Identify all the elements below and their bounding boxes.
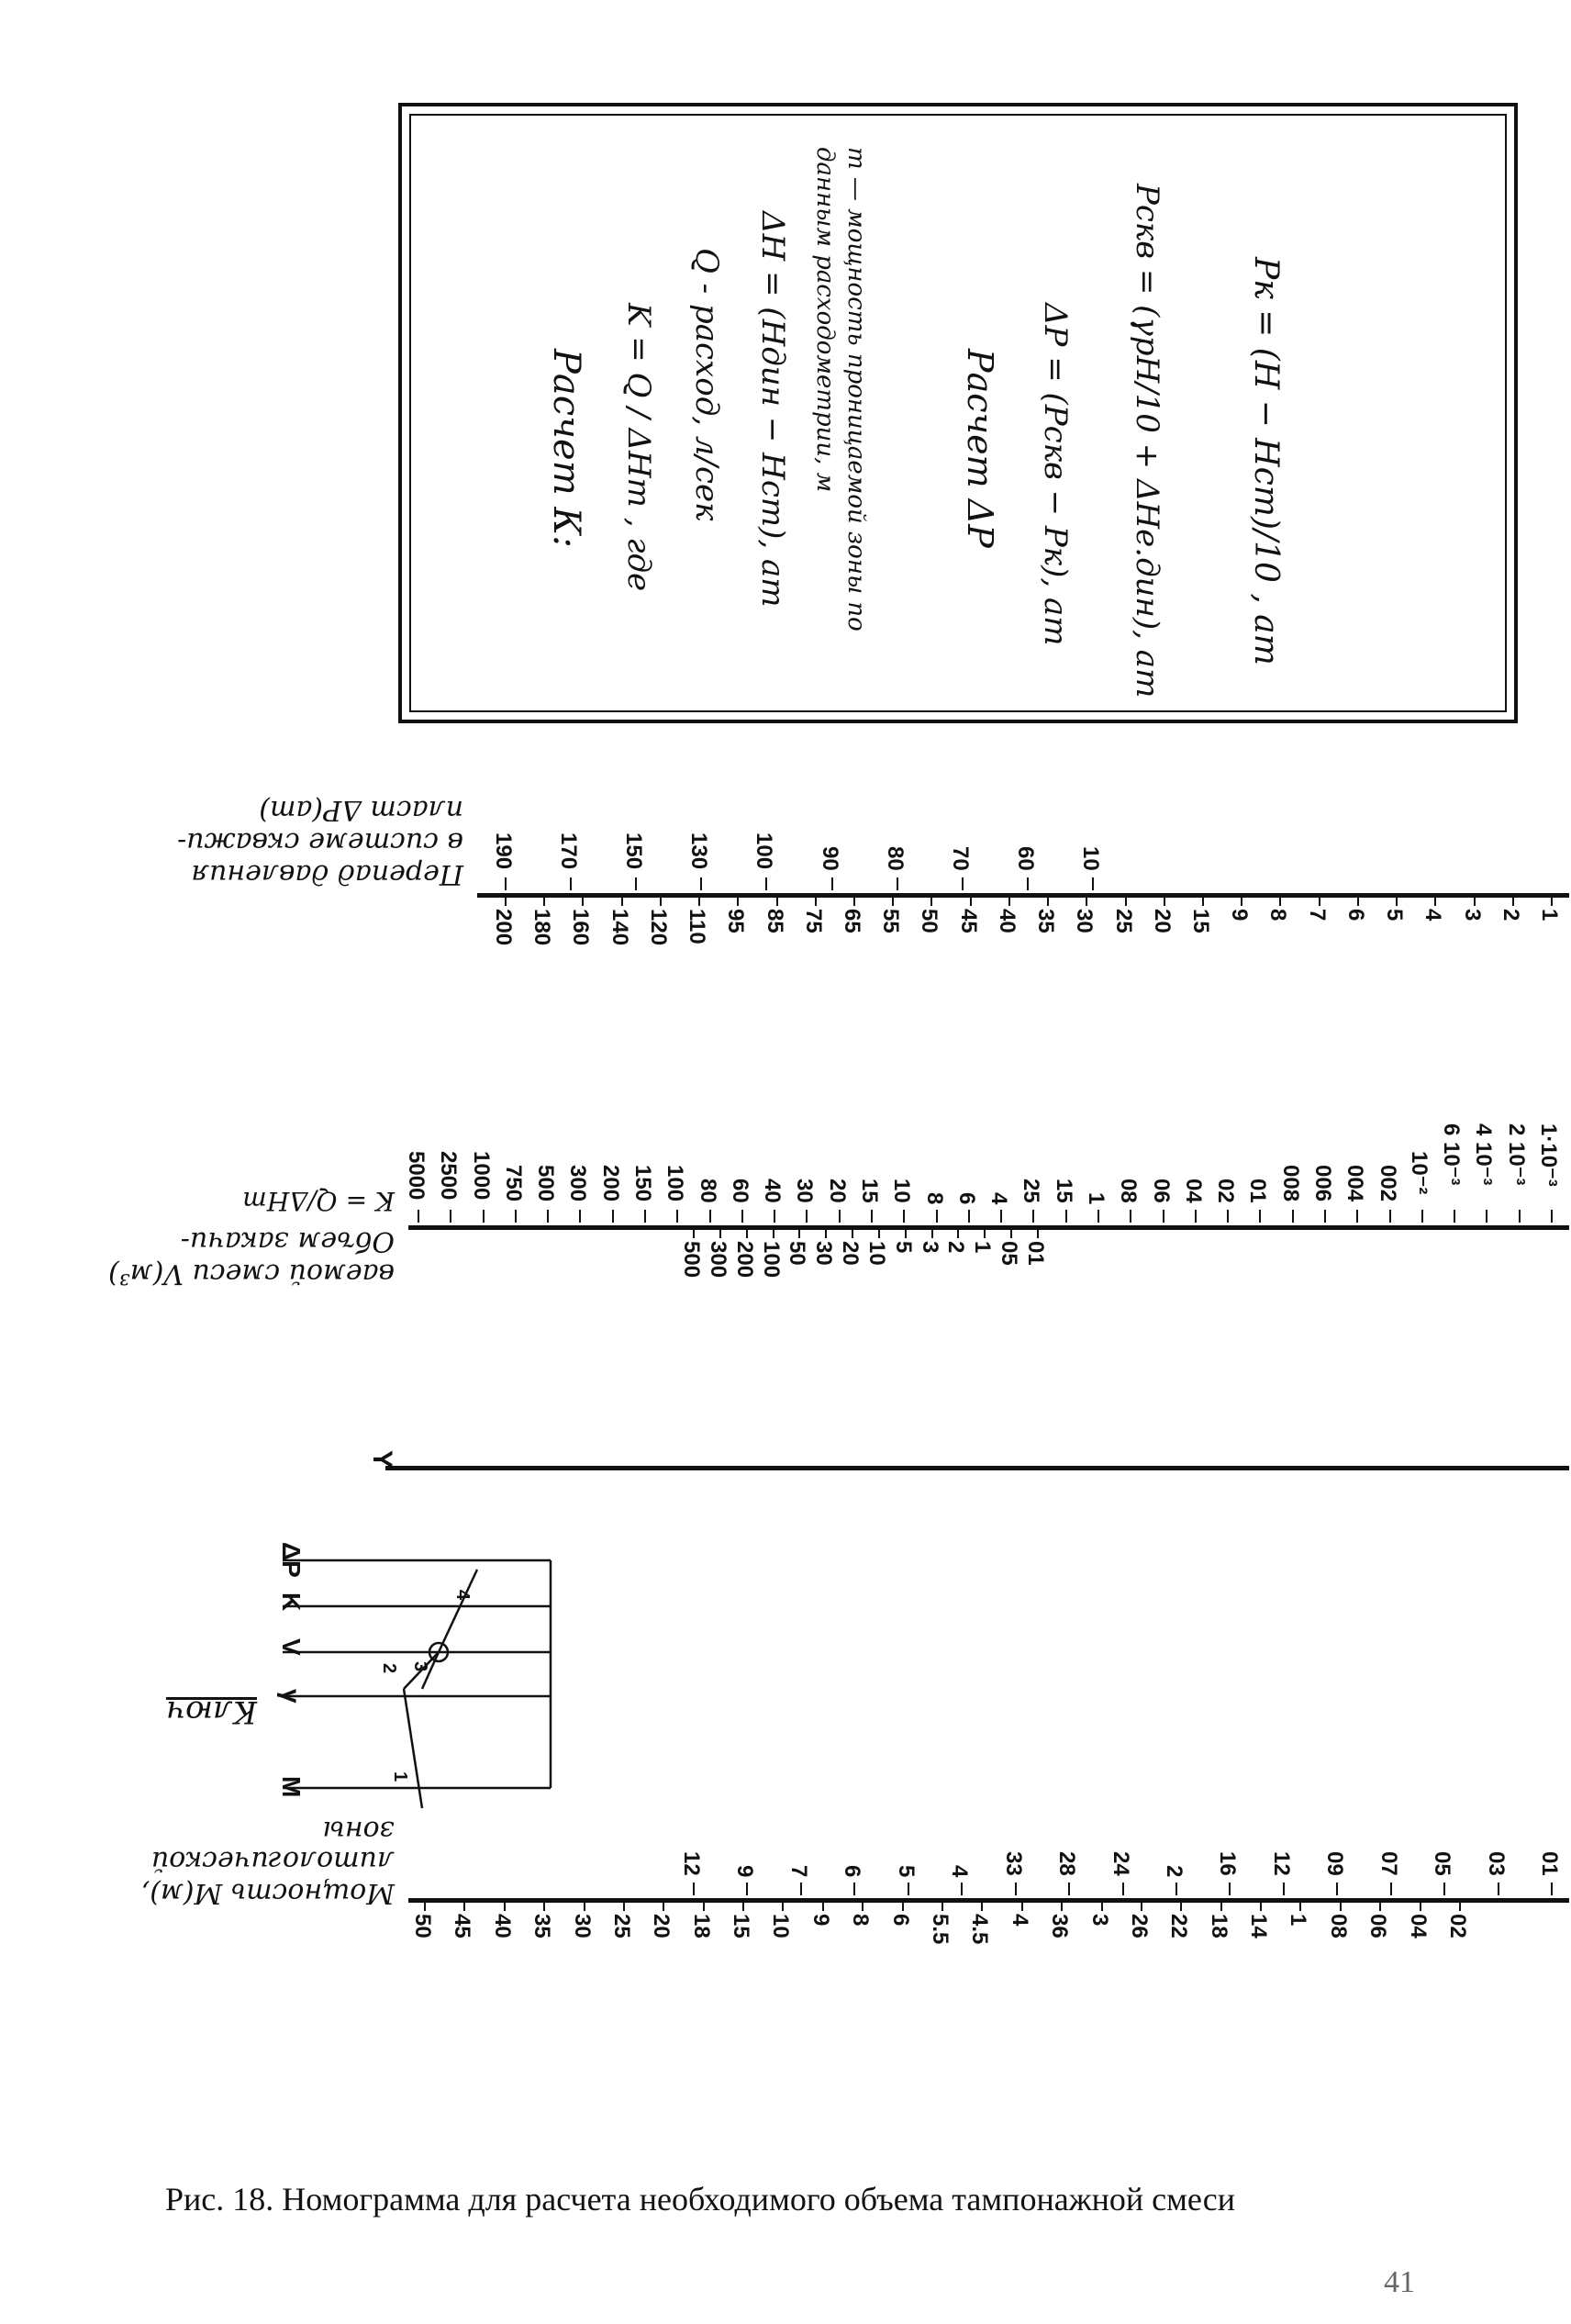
- dp-tick-label: 60: [1012, 846, 1038, 871]
- m-tick: [981, 1898, 983, 1911]
- dp-tick-label: 65: [840, 909, 864, 933]
- svg-text:3: 3: [410, 1661, 430, 1672]
- dp-tick-label: 160: [568, 909, 594, 946]
- key-diagram: [275, 1551, 569, 1827]
- figure-caption: Рис. 18. Номограмма для расчета необходимого объема тампонажной смеси: [165, 2181, 1235, 2218]
- kv-tick: [871, 1210, 873, 1223]
- dp-tick: [1086, 893, 1087, 906]
- kv-tick: [612, 1210, 614, 1223]
- m-tick: [902, 1898, 904, 1911]
- dp-tick: [1047, 893, 1049, 906]
- m-tick: [1299, 1898, 1301, 1911]
- kv-tick: [1259, 1210, 1261, 1223]
- dp-tick-label: 55: [878, 909, 904, 933]
- m-tick: [1141, 1898, 1142, 1911]
- dp-tick-label: 10: [1078, 846, 1103, 871]
- m-tick-label: 16: [1215, 1851, 1241, 1876]
- kv-tick-label: 01: [1023, 1241, 1048, 1266]
- dp-tick-label: 7: [1304, 909, 1330, 922]
- formula-pk: Pк = (H − Hст)/10 , ат: [1247, 257, 1285, 665]
- dp-tick-label: 40: [994, 909, 1019, 933]
- kv-tick: [1454, 1210, 1455, 1223]
- kv-tick-label: 100: [663, 1165, 688, 1202]
- dp-tick: [543, 893, 545, 906]
- m-tick-label: 04: [1405, 1914, 1431, 1939]
- dp-tick-label: 100: [752, 832, 777, 870]
- dp-tick: [1027, 877, 1029, 890]
- kv-tick: [825, 1225, 827, 1238]
- formula-m: m — мощность проницаемой зоны по данным расходометрии, м: [811, 147, 870, 631]
- kv-tick: [741, 1210, 743, 1223]
- formula-q: Q - расход, л/сек: [688, 248, 725, 521]
- m-tick-label: 36: [1047, 1914, 1073, 1939]
- kv-tick-label: 6: [953, 1192, 979, 1205]
- kv-tick-label: 750: [500, 1165, 526, 1202]
- m-tick-label: 5: [893, 1865, 919, 1878]
- dp-tick-label: 190: [491, 832, 516, 870]
- m-tick: [623, 1898, 625, 1911]
- kv-tick: [1421, 1210, 1423, 1223]
- m-tick: [1122, 1883, 1124, 1895]
- kv-tick-label: 5000: [404, 1151, 429, 1201]
- m-tick: [742, 1898, 744, 1911]
- dp-tick: [1357, 893, 1359, 906]
- m-tick: [746, 1883, 748, 1895]
- m-tick-label: 35: [529, 1914, 555, 1939]
- m-tick-label: 3: [1086, 1914, 1112, 1927]
- m-tick-label: 1: [1286, 1914, 1311, 1927]
- dp-tick: [698, 893, 700, 906]
- kv-tick: [984, 1225, 986, 1238]
- kv-tick-label: 300: [705, 1241, 730, 1279]
- dp-tick: [1396, 893, 1398, 906]
- dp-tick-label: 180: [529, 909, 555, 946]
- kv-tick: [1097, 1210, 1099, 1223]
- m-tick: [703, 1898, 705, 1911]
- kv-tick: [774, 1210, 775, 1223]
- dp-tick: [700, 877, 702, 890]
- formula-dh: ΔH = (Hдин − Hст), ат: [754, 211, 791, 608]
- kv-tick-label: 10: [889, 1179, 915, 1203]
- m-tick: [1229, 1883, 1231, 1895]
- m-tick: [1551, 1883, 1553, 1895]
- m-tick-label: 03: [1483, 1851, 1509, 1876]
- dp-tick-label: 80: [882, 846, 908, 871]
- m-tick: [1175, 1883, 1177, 1895]
- dp-tick-label: 35: [1033, 909, 1059, 933]
- dp-tick-label: 8: [1265, 909, 1291, 922]
- dp-tick-label: 5: [1382, 909, 1408, 922]
- dp-title-line1: Перепад давления: [191, 858, 463, 890]
- m-tick-label: 50: [410, 1914, 435, 1939]
- dp-tick: [635, 877, 637, 890]
- kv-tick: [903, 1210, 905, 1223]
- kv-tick-label: 25: [1019, 1179, 1044, 1203]
- kv-tick: [1486, 1210, 1487, 1223]
- dp-tick-label: 110: [685, 909, 710, 944]
- dp-title-line3: пласт ΔP(ат): [259, 794, 463, 826]
- m-tick-label: 12: [1268, 1851, 1294, 1876]
- m-tick-label: 30: [569, 1914, 595, 1939]
- kv-tick: [878, 1225, 880, 1238]
- dp-tick: [1008, 893, 1010, 906]
- dp-tick: [582, 893, 584, 906]
- dp-title-line2: в системе скважи-: [177, 826, 463, 858]
- kv-tick: [1324, 1210, 1326, 1223]
- kv-tick: [693, 1225, 695, 1238]
- m-tick: [693, 1883, 695, 1895]
- dp-tick: [930, 893, 932, 906]
- m-tick-label: 07: [1376, 1851, 1401, 1876]
- dp-tick: [853, 893, 855, 906]
- kv-tick-label: 30: [811, 1241, 837, 1266]
- kv-tick-label: 200: [597, 1165, 623, 1202]
- kv-tick: [547, 1210, 549, 1223]
- dp-tick-label: 120: [645, 909, 671, 946]
- m-tick-label: 26: [1126, 1914, 1152, 1939]
- kv-tick-label: 20: [824, 1179, 850, 1203]
- kv-tick-label: 002: [1375, 1165, 1400, 1202]
- m-tick-label: 40: [489, 1914, 515, 1939]
- m-tick-label: 20: [649, 1914, 674, 1939]
- dp-tick: [1474, 893, 1476, 906]
- m-tick-label: 18: [1206, 1914, 1231, 1939]
- kv-tick-label: 2 10⁻³: [1503, 1123, 1529, 1186]
- m-tick: [584, 1898, 585, 1911]
- key-axis-dp: ΔP: [277, 1542, 306, 1578]
- kv-tick: [957, 1225, 959, 1238]
- dp-tick: [1279, 893, 1281, 906]
- kv-tick-label: 15: [1051, 1179, 1076, 1203]
- dp-tick-label: 95: [723, 909, 749, 933]
- m-tick-label: 22: [1166, 1914, 1192, 1939]
- m-tick-label: 4.5: [967, 1914, 993, 1945]
- formula-title-k: Расчет К:: [545, 349, 587, 548]
- m-tick-label: 06: [1365, 1914, 1391, 1939]
- kv-tick-label: 100: [758, 1241, 784, 1279]
- m-tick-label: 28: [1054, 1851, 1080, 1876]
- key-axis-m: M: [277, 1776, 306, 1798]
- dp-tick: [1125, 893, 1127, 906]
- dp-tick-label: 70: [947, 846, 973, 871]
- m-tick: [424, 1898, 426, 1911]
- kv-tick: [1000, 1210, 1002, 1223]
- key-axis-k: K: [277, 1592, 306, 1612]
- kv-tick-label: 02: [1213, 1179, 1239, 1203]
- m-tick: [782, 1898, 784, 1911]
- dp-tick: [765, 877, 767, 890]
- kv-tick: [1130, 1210, 1131, 1223]
- kv-tick-label: 4: [986, 1192, 1012, 1205]
- m-tick: [862, 1898, 863, 1911]
- kv-tick-label: 1: [970, 1241, 996, 1254]
- kv-tick-label: 500: [533, 1165, 559, 1202]
- dp-tick-label: 9: [1227, 909, 1253, 922]
- formula-k: K = Q / ΔHm , где: [620, 303, 657, 592]
- kv-tick: [1227, 1210, 1229, 1223]
- dp-tick: [1434, 893, 1436, 906]
- kv-tick: [968, 1210, 970, 1223]
- formula-dp: ΔP = (Pскв − Pк), ат: [1037, 303, 1074, 646]
- m-tick-label: 10: [768, 1914, 794, 1939]
- kv-tick-label: 2500: [436, 1151, 462, 1201]
- key-axis-v: V: [277, 1638, 306, 1656]
- kv-tick-label: 1000: [468, 1151, 494, 1201]
- kv-tick-label: 05: [997, 1241, 1022, 1266]
- dp-tick: [505, 893, 507, 906]
- m-tick-label: 12: [679, 1851, 704, 1876]
- kv-tick: [676, 1210, 678, 1223]
- m-tick: [941, 1898, 943, 1911]
- dp-tick: [1551, 893, 1553, 906]
- gamma-label: Y: [367, 1450, 397, 1469]
- m-title-line2: литологической: [150, 1845, 395, 1877]
- dp-tick: [897, 877, 898, 890]
- m-tick-label: 2: [1161, 1865, 1187, 1878]
- kv-tick: [709, 1210, 711, 1223]
- dp-tick: [1512, 893, 1514, 906]
- m-tick: [961, 1883, 963, 1895]
- kv-tick-label: 500: [679, 1241, 704, 1279]
- kv-tick-label: 50: [785, 1241, 810, 1266]
- kv-tick-label: 06: [1148, 1179, 1174, 1203]
- dp-tick-label: 2: [1498, 909, 1523, 922]
- dp-tick: [1092, 877, 1094, 890]
- kv-title-v2: ваемой смеси V(м³): [108, 1257, 395, 1290]
- m-tick-label: 4: [947, 1865, 973, 1878]
- m-title-line3: зоны: [322, 1815, 395, 1847]
- m-tick: [1061, 1898, 1063, 1911]
- dp-tick-label: 150: [621, 832, 647, 870]
- m-tick-label: 6: [840, 1865, 865, 1878]
- dp-tick: [1164, 893, 1165, 906]
- page-number: 41: [1384, 2265, 1415, 2299]
- m-tick: [1068, 1883, 1070, 1895]
- kv-tick: [1037, 1225, 1039, 1238]
- dp-tick: [970, 893, 972, 906]
- dp-tick-label: 45: [955, 909, 981, 933]
- m-title-line1: Мощность M(м),: [140, 1877, 395, 1909]
- kv-tick: [579, 1210, 581, 1223]
- kv-tick: [644, 1210, 646, 1223]
- svg-text:2: 2: [379, 1663, 399, 1674]
- kv-tick: [719, 1225, 721, 1238]
- kv-tick-label: 3: [917, 1241, 942, 1254]
- m-tick-label: 25: [608, 1914, 634, 1939]
- dp-tick-label: 1: [1537, 909, 1562, 922]
- kv-tick-label: 008: [1277, 1165, 1303, 1202]
- kv-tick-label: 200: [731, 1241, 757, 1279]
- m-tick: [663, 1898, 664, 1911]
- kv-tick-label: 20: [838, 1241, 863, 1266]
- dp-tick-label: 50: [917, 909, 942, 933]
- m-tick: [1459, 1898, 1461, 1911]
- kv-tick: [1551, 1210, 1553, 1223]
- m-tick-label: 5.5: [928, 1914, 953, 1945]
- kv-tick-label: 4 10⁻³: [1471, 1123, 1497, 1186]
- dp-axis: [477, 893, 1569, 898]
- kv-tick-label: 6 10⁻³: [1439, 1123, 1465, 1186]
- m-tick-label: 4: [1007, 1914, 1032, 1927]
- m-tick-label: 05: [1430, 1851, 1455, 1876]
- dp-tick-label: 75: [800, 909, 826, 933]
- kv-tick-label: 40: [760, 1179, 786, 1203]
- dp-tick: [776, 893, 778, 906]
- m-tick: [1379, 1898, 1381, 1911]
- m-tick-label: 09: [1322, 1851, 1348, 1876]
- dp-tick: [570, 877, 572, 890]
- dp-tick-label: 4: [1421, 909, 1446, 922]
- dp-tick-label: 85: [762, 909, 787, 933]
- m-tick: [1390, 1883, 1392, 1895]
- formula-pskv: Pскв = (γрH/10 + ΔHе.дин), ат: [1129, 184, 1165, 698]
- kv-tick: [1519, 1210, 1521, 1223]
- kv-tick-label: 15: [857, 1179, 882, 1203]
- kv-tick: [1163, 1210, 1164, 1223]
- kv-tick: [852, 1225, 853, 1238]
- m-tick-label: 9: [732, 1865, 758, 1878]
- kv-title-k: K = Q/ΔHm: [242, 1186, 395, 1216]
- m-tick-label: 33: [1000, 1851, 1026, 1876]
- m-tick-label: 01: [1537, 1851, 1562, 1876]
- svg-text:4: 4: [452, 1590, 473, 1601]
- m-tick-label: 15: [729, 1914, 754, 1939]
- kv-tick: [905, 1225, 907, 1238]
- m-tick-label: 08: [1325, 1914, 1351, 1939]
- dp-tick: [815, 893, 817, 906]
- m-tick: [1283, 1883, 1285, 1895]
- kv-tick-label: 150: [630, 1165, 655, 1202]
- m-tick: [1260, 1898, 1262, 1911]
- m-tick-label: 6: [887, 1914, 913, 1927]
- m-tick: [1443, 1883, 1445, 1895]
- kv-tick: [1356, 1210, 1358, 1223]
- kv-tick: [450, 1210, 451, 1223]
- kv-tick: [1195, 1210, 1197, 1223]
- kv-tick: [798, 1225, 800, 1238]
- kv-tick-label: 8: [921, 1192, 947, 1205]
- m-tick-label: 14: [1246, 1914, 1272, 1939]
- dp-tick: [831, 877, 833, 890]
- kv-tick-label: 08: [1116, 1179, 1142, 1203]
- m-tick: [1336, 1883, 1338, 1895]
- dp-tick: [962, 877, 964, 890]
- kv-tick-label: 006: [1310, 1165, 1335, 1202]
- m-tick: [1015, 1883, 1017, 1895]
- kv-tick: [839, 1210, 841, 1223]
- gamma-axis: [385, 1466, 1569, 1470]
- kv-tick: [1010, 1225, 1012, 1238]
- kv-title-v1: Объем закачи-: [180, 1225, 395, 1257]
- dp-tick: [660, 893, 662, 906]
- kv-tick-label: 10: [863, 1241, 889, 1266]
- m-tick: [853, 1883, 855, 1895]
- dp-tick-label: 90: [817, 846, 842, 871]
- dp-tick-label: 25: [1110, 909, 1136, 933]
- m-tick-label: 18: [688, 1914, 714, 1939]
- dp-tick: [892, 893, 894, 906]
- kv-tick: [483, 1210, 485, 1223]
- kv-tick: [418, 1210, 419, 1223]
- dp-tick-label: 15: [1188, 909, 1213, 933]
- kv-tick-label: 300: [565, 1165, 591, 1202]
- m-tick: [1498, 1883, 1499, 1895]
- m-tick-label: 45: [450, 1914, 475, 1939]
- kv-tick-label: 004: [1343, 1165, 1368, 1202]
- kv-tick: [1032, 1210, 1034, 1223]
- dp-tick-label: 6: [1343, 909, 1368, 922]
- kv-tick-label: 30: [792, 1179, 818, 1203]
- dp-tick: [505, 877, 507, 890]
- m-tick: [504, 1898, 506, 1911]
- kv-tick: [1292, 1210, 1294, 1223]
- m-tick: [822, 1898, 824, 1911]
- kv-tick-label: 04: [1180, 1179, 1206, 1203]
- dp-tick-label: 30: [1072, 909, 1097, 933]
- kv-tick-label: 80: [695, 1179, 720, 1203]
- kv-tick: [1065, 1210, 1067, 1223]
- dp-tick: [1319, 893, 1320, 906]
- kv-tick: [746, 1225, 748, 1238]
- m-tick: [1420, 1898, 1421, 1911]
- m-tick-label: 8: [848, 1914, 874, 1927]
- formula-title-dp: Расчет ΔP: [960, 349, 1000, 548]
- kv-tick: [515, 1210, 517, 1223]
- kv-tick-label: 1·10⁻³: [1536, 1123, 1561, 1187]
- m-tick: [1101, 1898, 1103, 1911]
- dp-tick: [737, 893, 739, 906]
- m-tick-label: 24: [1108, 1851, 1133, 1876]
- m-tick: [800, 1883, 802, 1895]
- dp-tick: [1202, 893, 1204, 906]
- kv-tick: [936, 1210, 938, 1223]
- kv-tick-label: 60: [727, 1179, 752, 1203]
- svg-text:1: 1: [390, 1771, 410, 1782]
- kv-tick-label: 01: [1245, 1179, 1271, 1203]
- kv-tick: [806, 1210, 808, 1223]
- kv-tick-label: 10⁻²: [1406, 1151, 1432, 1195]
- dp-tick-label: 140: [607, 909, 632, 946]
- m-tick: [1180, 1898, 1182, 1911]
- dp-tick: [1241, 893, 1242, 906]
- dp-tick-label: 20: [1149, 909, 1175, 933]
- kv-tick-label: 1: [1084, 1192, 1109, 1205]
- dp-tick-label: 130: [686, 832, 712, 870]
- m-tick: [463, 1898, 465, 1911]
- m-tick: [1220, 1898, 1222, 1911]
- kv-tick: [773, 1225, 774, 1238]
- dp-tick-label: 170: [556, 832, 582, 870]
- m-tick: [1021, 1898, 1023, 1911]
- dp-tick: [621, 893, 623, 906]
- m-tick: [1340, 1898, 1342, 1911]
- m-tick: [908, 1883, 909, 1895]
- m-tick-label: 7: [786, 1865, 811, 1878]
- key-axis-gamma: γ: [277, 1689, 306, 1704]
- kv-tick-label: 2: [943, 1241, 969, 1254]
- m-tick-label: 02: [1445, 1914, 1470, 1939]
- kv-tick: [931, 1225, 933, 1238]
- dp-tick-label: 3: [1459, 909, 1485, 922]
- key-title: Ключ: [165, 1693, 257, 1730]
- m-tick-label: 9: [808, 1914, 833, 1927]
- dp-tick-label: 200: [491, 909, 516, 946]
- kv-axis: [408, 1225, 1569, 1230]
- kv-tick: [1389, 1210, 1391, 1223]
- m-tick: [543, 1898, 545, 1911]
- kv-tick-label: 5: [890, 1241, 916, 1254]
